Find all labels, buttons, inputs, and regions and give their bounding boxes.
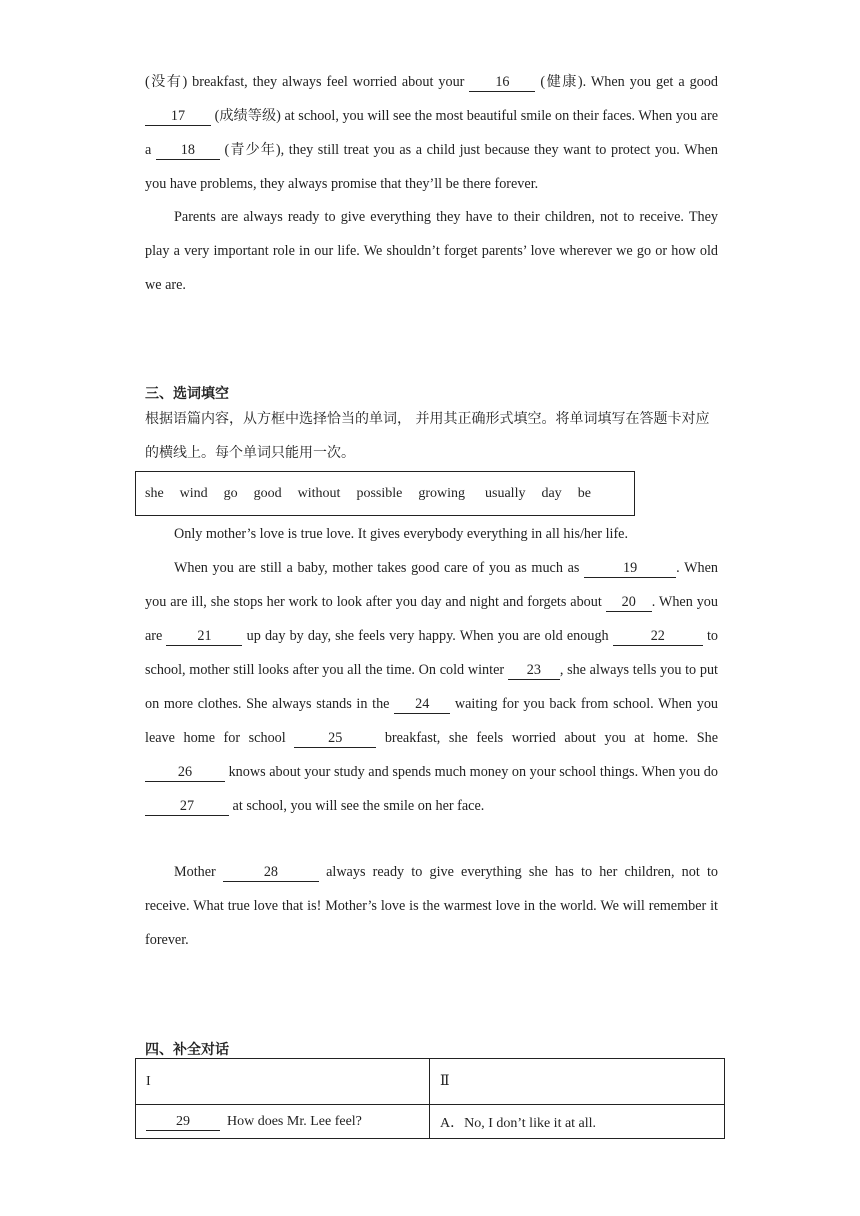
- passage-text: , she always tells you to put on more clothes. She always stands in the: [145, 662, 718, 712]
- passage-text: Mother: [174, 864, 223, 880]
- section-heading: 三、选词填空: [145, 386, 229, 402]
- passage-text: waiting for you back from school. When you leave home for school: [145, 696, 719, 746]
- word-bank-item: growing: [418, 485, 466, 501]
- table-row: [136, 1105, 725, 1139]
- answer-blank-26: 26: [145, 764, 225, 782]
- answer-blank-18: 18: [156, 142, 220, 160]
- answer-blank-19: 19: [584, 560, 676, 578]
- passage-text: When you are still a baby, mother takes good care of you as much as: [174, 560, 585, 576]
- answer-blank-27: 27: [145, 798, 229, 816]
- word-bank-item: wind: [179, 485, 208, 501]
- passage-text: at school, you will see the smile on her face.: [229, 798, 485, 814]
- question-text: How does Mr. Lee feel?: [227, 1113, 362, 1129]
- section-heading: 四、补全对话: [145, 1042, 229, 1058]
- passage-text: . When you are: [145, 594, 718, 644]
- passage-text: . When you are ill, she stops her work to look after you day and night and forgets about: [145, 560, 718, 610]
- word-bank-item: go: [223, 485, 238, 501]
- passage-text: (没有) breakfast, they always feel worried about your: [145, 74, 470, 90]
- passage-paragraph: [145, 551, 718, 823]
- answer-blank-20: 20: [606, 594, 652, 612]
- passage-text: (成绩等级) at school, you will see the most beautiful smile on their faces. When you are a: [145, 108, 718, 158]
- passage-text: always ready to give everything she has to her children, not to receive. What true love that is! Mother’s love is the warmest love in the world. We will remember it forever.: [145, 864, 718, 948]
- word-bank-box: [135, 471, 635, 516]
- answer-blank-16: 16: [469, 74, 535, 92]
- passage-text: to school, mother still looks after you all the time. On cold winter: [145, 628, 718, 678]
- passage-paragraph: Parents are always ready to give everything they have to their children, not to receive. They play a very important role in our life. We shouldn’t forget parents’ love wherever we go or how old we are.: [145, 209, 718, 293]
- answer-blank-25: 25: [294, 730, 376, 748]
- word-bank-item: without: [297, 485, 341, 501]
- word-bank-item: be: [577, 485, 591, 501]
- column-header-2: Ⅱ: [430, 1059, 725, 1105]
- answer-blank-22: 22: [613, 628, 703, 646]
- passage-text: (青少年), they still treat you as a child just because they want to protect you. When you have problems, they always promise that they’ll be there forever.: [145, 142, 718, 192]
- word-bank-item: she: [145, 485, 164, 501]
- table-header-row: [136, 1059, 725, 1105]
- section-instruction: 根据语篇内容，从方框中选择恰当的单词， 并用其正确形式填空。将单词填写在答题卡对应的横线上。每个单词只能用一次。: [145, 411, 710, 461]
- column-header-1: I: [136, 1059, 430, 1105]
- answer-option-cell: A．No, I don’t like it at all.: [430, 1105, 725, 1139]
- passage-text: breakfast, she feels worried about you at home. She: [376, 730, 719, 746]
- answer-blank-17: 17: [145, 108, 211, 126]
- passage-paragraph: Only mother’s love is true love. It gives everybody everything in all his/her life.: [174, 526, 629, 542]
- word-bank-item: usually: [485, 485, 526, 501]
- answer-blank-23: 23: [508, 662, 560, 680]
- passage-paragraph: [145, 65, 718, 201]
- word-bank-item: possible: [356, 485, 403, 501]
- passage-text: up day by day, she feels very happy. When you are old enough: [242, 628, 613, 644]
- word-bank-item: day: [541, 485, 562, 501]
- passage-text: knows about your study and spends much money on your school things. When you do: [225, 764, 718, 780]
- dialogue-table: [135, 1058, 725, 1139]
- answer-blank-29: 29: [146, 1113, 220, 1131]
- word-bank-item: good: [253, 485, 282, 501]
- answer-blank-28: 28: [223, 864, 319, 882]
- answer-blank-21: 21: [166, 628, 242, 646]
- question-cell: [136, 1105, 430, 1139]
- passage-paragraph: [145, 855, 718, 957]
- answer-blank-24: 24: [394, 696, 450, 714]
- passage-text: (健康). When you get a good: [535, 74, 718, 90]
